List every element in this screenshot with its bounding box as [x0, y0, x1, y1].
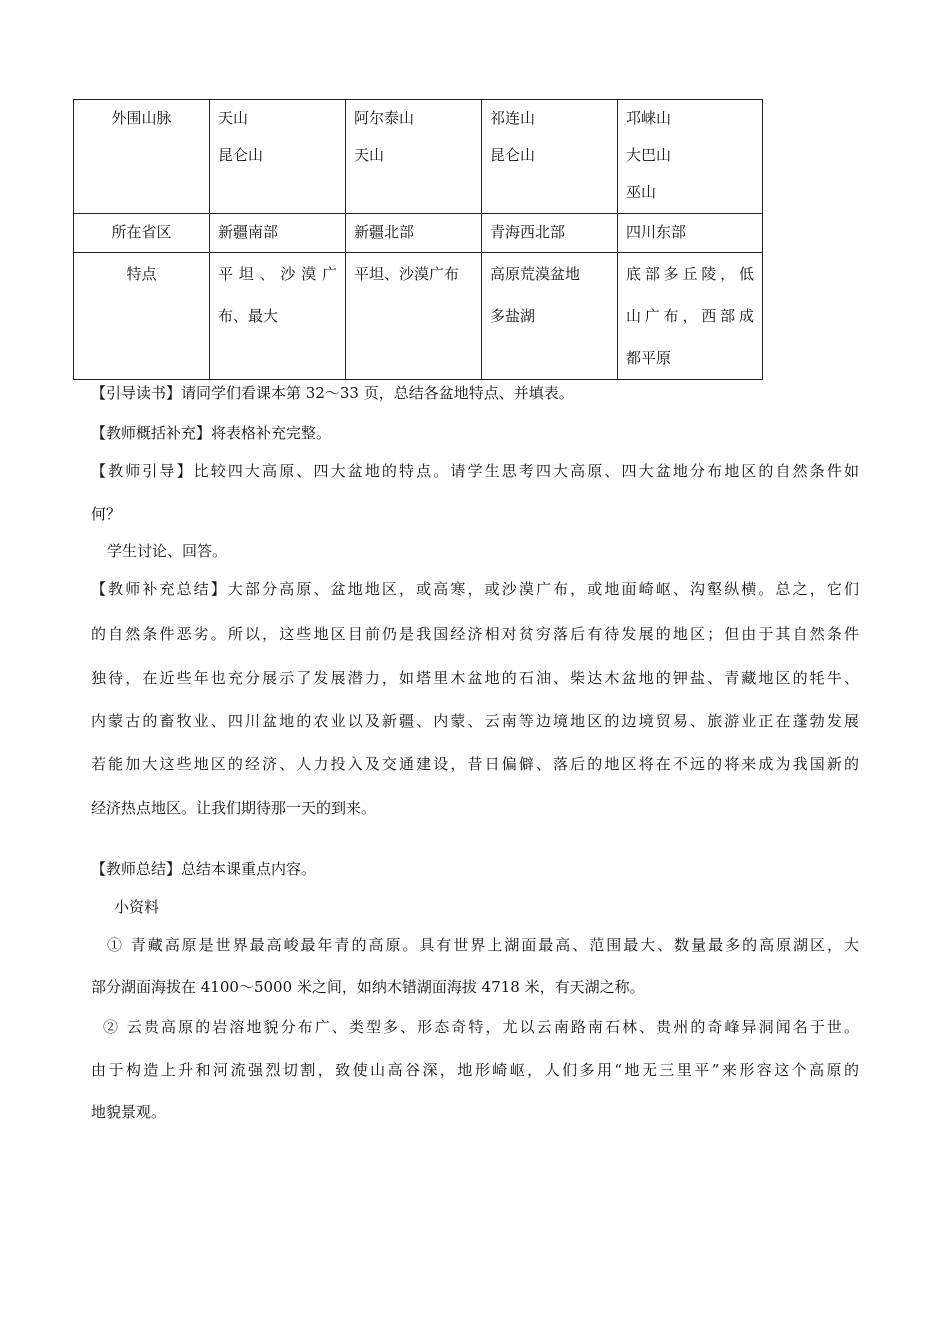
fact-2-line-2: 由于构造上升和河流强烈切割，致使山高谷深，地形崎岖，人们多用“地无三里平”来形容这个高原的 — [91, 1061, 859, 1079]
fact-2-line-3: 地貌景观。 — [91, 1103, 167, 1121]
table-cell: 底部多丘陵，低 山广布，西部成 都平原 — [618, 253, 763, 380]
reference-material-heading: 小资料 — [114, 898, 160, 916]
summary-line-4: 内蒙古的畜牧业、四川盆地的农业以及新疆、内蒙、云南等边境地区的边境贸易、旅游业正在蓬勃发展 — [91, 712, 859, 730]
row-header: 外围山脉 — [74, 100, 210, 214]
table-cell: 天山 昆仑山 — [210, 100, 346, 214]
table-cell: 四川东部 — [618, 214, 763, 253]
table-cell: 平坦、沙漠广布 — [346, 253, 482, 380]
fact-1-line-1: ① 青藏高原是世界最高峻最年青的高原。具有世界上湖面最高、范围最大、数量最多的高原湖区，大 — [107, 936, 859, 954]
table-cell: 平坦、沙漠广 布、最大 — [210, 253, 346, 380]
student-discussion-paragraph: 学生讨论、回答。 — [107, 542, 228, 560]
summary-line-6: 经济热点地区。让我们期待那一天的到来。 — [91, 799, 377, 817]
table-cell: 青海西北部 — [482, 214, 618, 253]
summary-line-2: 的自然条件恶劣。所以，这些地区目前仍是我国经济相对贫穷落后有待发展的地区；但由于其自然条件 — [91, 625, 859, 643]
summary-line-1: 【教师补充总结】大部分高原、盆地地区，或高寒，或沙漠广布，或地面崎岖、沟壑纵横。总之，它们 — [91, 580, 859, 598]
table-cell: 阿尔泰山 天山 — [346, 100, 482, 214]
table-row — [74, 214, 763, 253]
teacher-guide-line-1: 【教师引导】比较四大高原、四大盆地的特点。请学生思考四大高原、四大盆地分布地区的自然条件如 — [91, 462, 859, 480]
summary-line-5: 若能加大这些地区的经济、人力投入及交通建设，昔日偏僻、落后的地区将在不远的将来成为我国新的 — [91, 755, 859, 773]
table-cell: 新疆北部 — [346, 214, 482, 253]
table-cell: 祁连山 昆仑山 — [482, 100, 618, 214]
table-cell: 邛崃山 大巴山 巫山 — [618, 100, 763, 214]
summary-line-3: 独待，在近些年也充分展示了发展潜力，如塔里木盆地的石油、柴达木盆地的钾盐、青藏地区的牦牛、 — [91, 669, 859, 687]
row-header: 所在省区 — [74, 214, 210, 253]
table-row — [74, 253, 763, 380]
fact-1-line-2: 部分湖面海拔在 4100～5000 米之间，如纳木错湖面海拔 4718 米，有天湖之称。 — [91, 978, 645, 996]
reading-guide-paragraph: 【引导读书】请同学们看课本第 32～33 页，总结各盆地特点、并填表。 — [91, 384, 574, 402]
row-header: 特点 — [74, 253, 210, 380]
fact-2-line-1: ② 云贵高原的岩溶地貌分布广、类型多、形态奇特，尤以云南路南石林、贵州的奇峰异洞闻名于世。 — [103, 1018, 859, 1036]
teacher-guide-line-2: 何？ — [91, 505, 122, 523]
table-cell: 高原荒漠盆地 多盐湖 — [482, 253, 618, 380]
table-cell: 新疆南部 — [210, 214, 346, 253]
table-row — [74, 100, 763, 214]
teacher-conclusion-paragraph: 【教师总结】总结本课重点内容。 — [91, 860, 317, 878]
basin-comparison-table — [73, 99, 763, 380]
teacher-supplement-paragraph: 【教师概括补充】将表格补充完整。 — [91, 424, 332, 442]
